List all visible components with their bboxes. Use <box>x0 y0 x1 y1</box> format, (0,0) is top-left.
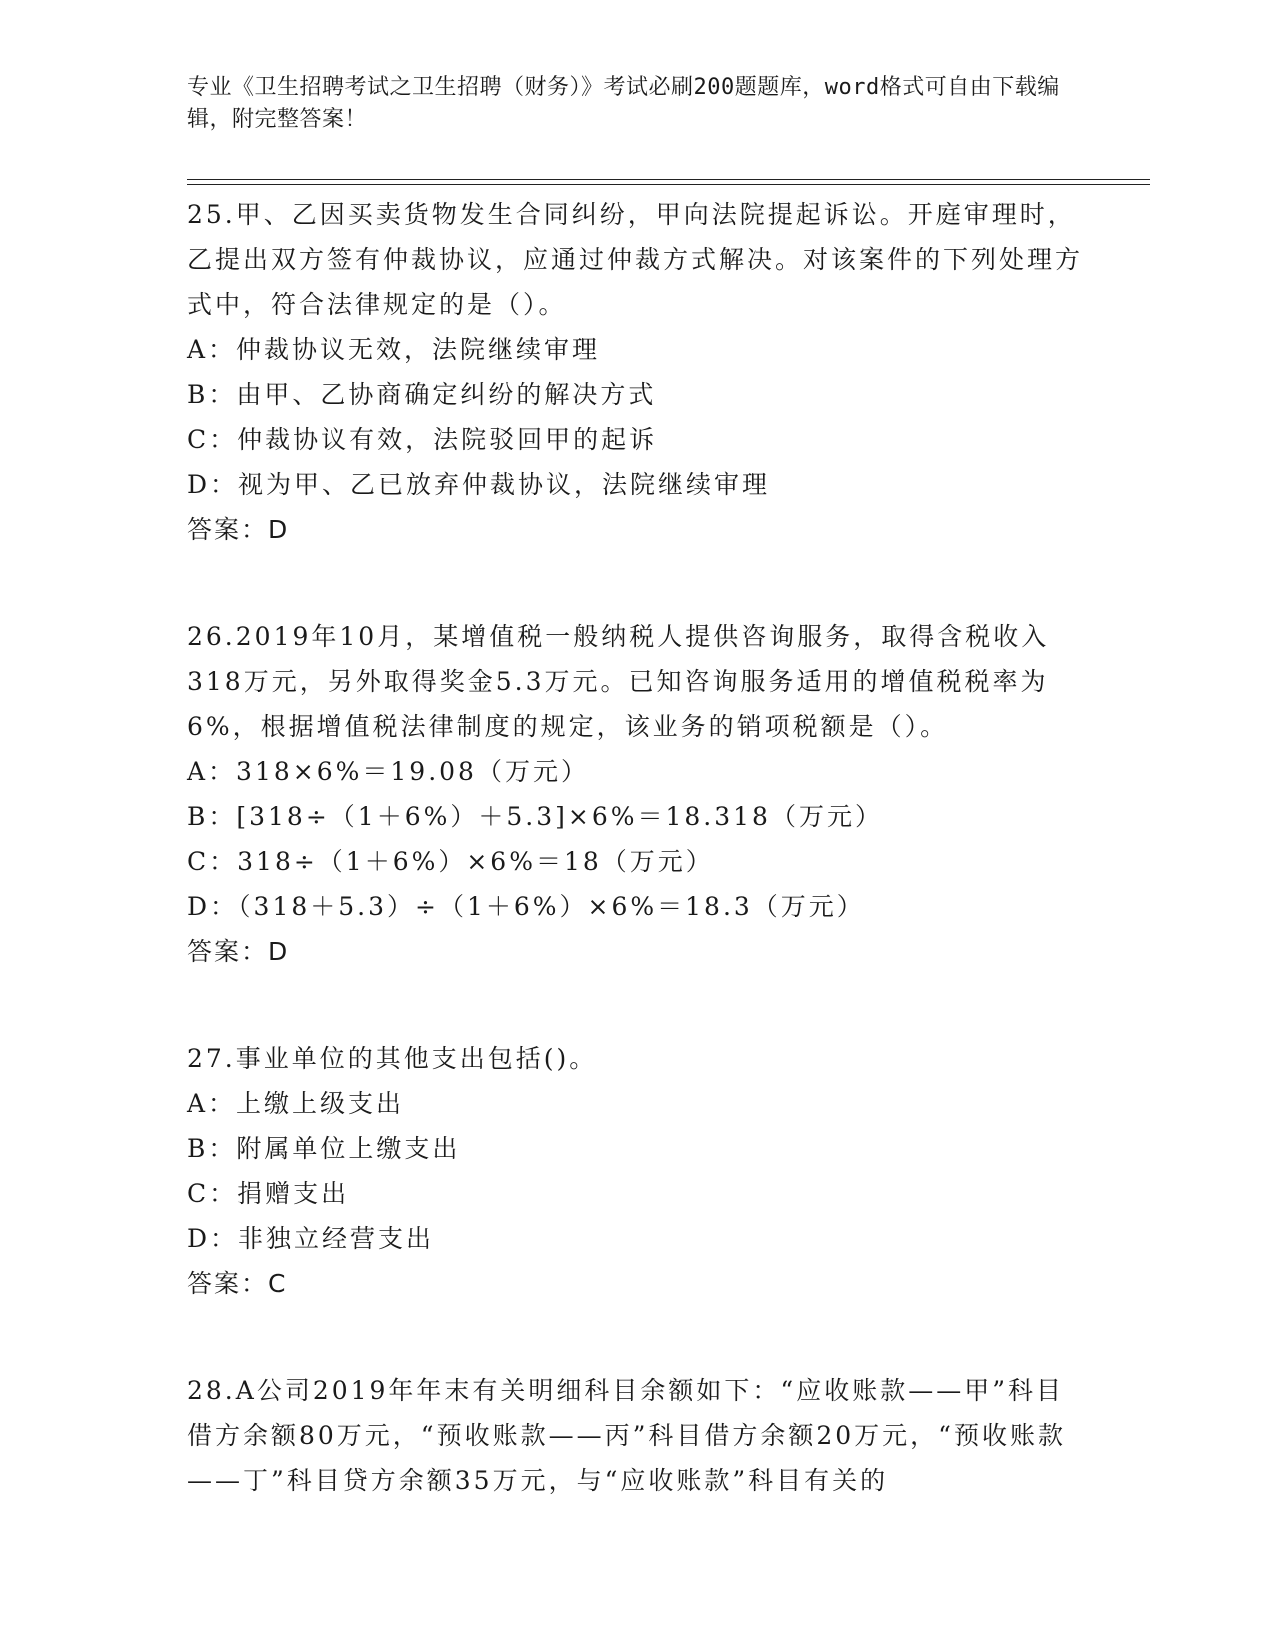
question-28 <box>187 1368 1087 1503</box>
option-d: D：（318＋5.3）÷（1＋6%）×6%＝18.3（万元） <box>187 892 865 921</box>
option-c: C：318÷（1＋6%）×6%＝18（万元） <box>187 847 714 876</box>
question-stem: 26.2019年10月，某增值税一般纳税人提供咨询服务，取得含税收入318万元，另外取得奖金5.3万元。已知咨询服务适用的增值税税率为6%，根据增值税法律制度的规定，该业务的销项税额是（）。 <box>187 622 1050 741</box>
question-25 <box>187 192 1087 552</box>
option-b: B：附属单位上缴支出 <box>187 1134 461 1163</box>
answer: 答案：C <box>187 1269 288 1298</box>
header-divider-bottom <box>187 184 1150 185</box>
answer: 答案：D <box>187 515 290 544</box>
option-b: B：由甲、乙协商确定纠纷的解决方式 <box>187 380 657 409</box>
answer: 答案：D <box>187 937 290 966</box>
option-a: A：318×6%＝19.08（万元） <box>187 757 589 786</box>
option-c: C：仲裁协议有效，法院驳回甲的起诉 <box>187 425 658 454</box>
header-divider-top <box>187 179 1150 180</box>
option-a: A：仲裁协议无效，法院继续审理 <box>187 335 601 364</box>
question-stem: 28.A公司2019年年末有关明细科目余额如下：“应收账款——甲”科目借方余额80万元，“预收账款——丙”科目借方余额20万元，“预收账款——丁”科目贷方余额35万元，与“应收账款”科目有关的 <box>187 1376 1066 1495</box>
question-list <box>187 192 1087 1565</box>
option-d: D：非独立经营支出 <box>187 1224 435 1253</box>
option-c: C：捐赠支出 <box>187 1179 350 1208</box>
option-d: D：视为甲、乙已放弃仲裁协议，法院继续审理 <box>187 470 771 499</box>
question-27 <box>187 1036 1087 1306</box>
question-26 <box>187 614 1087 974</box>
option-a: A：上缴上级支出 <box>187 1089 405 1118</box>
option-b: B：[318÷（1＋6%）＋5.3]×6%＝18.318（万元） <box>187 802 883 831</box>
question-stem: 27.事业单位的其他支出包括()。 <box>187 1044 598 1073</box>
question-stem: 25.甲、乙因买卖货物发生合同纠纷，甲向法院提起诉讼。开庭审理时，乙提出双方签有仲裁协议，应通过仲裁方式解决。对该案件的下列处理方式中，符合法律规定的是（）。 <box>187 200 1084 319</box>
document-header: 专业《卫生招聘考试之卫生招聘（财务）》考试必刷200题题库，word格式可自由下载编辑，附完整答案！ <box>187 75 1060 132</box>
